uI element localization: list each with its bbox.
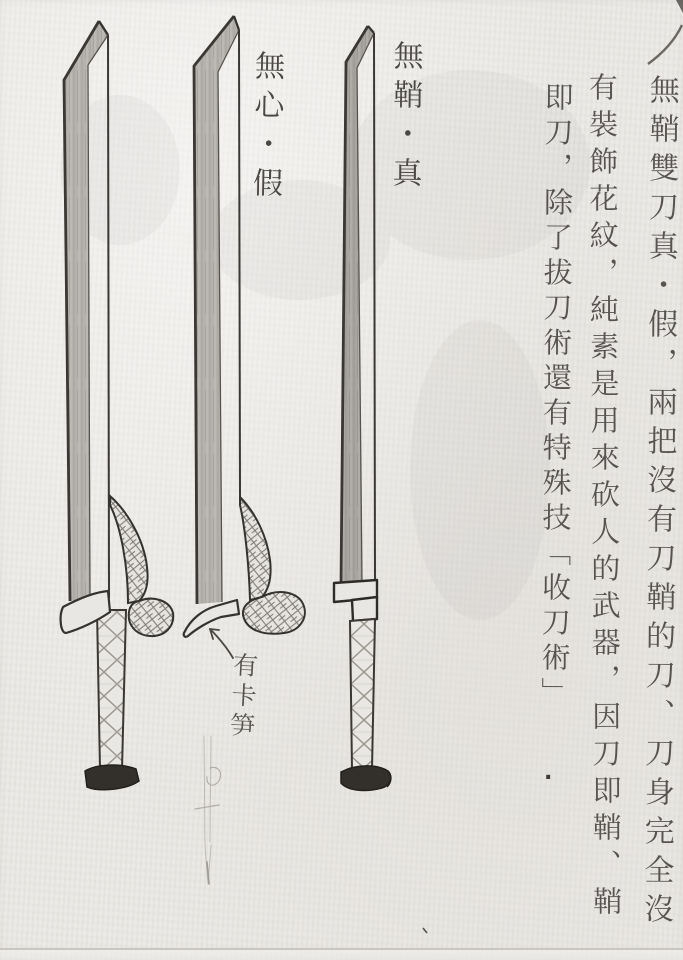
sword-left-guard <box>110 496 148 603</box>
sword-left-pommel <box>85 765 139 790</box>
faint-sketch <box>195 736 221 884</box>
sword-middle-edge-line <box>239 30 240 498</box>
sword-right-grip <box>350 619 375 770</box>
sword-left-guard-knob <box>129 599 174 636</box>
label-middle-sword: 無心・假 <box>246 49 285 207</box>
description-column-left: 即刀，除了拔刀術還有特殊技「收刀術」 <box>537 81 575 713</box>
label-right-sword: 無鞘・真 <box>386 39 423 197</box>
sword-right-pommel <box>341 766 391 791</box>
description-column-right: 無鞘雙刀真・假，兩把沒有刀鞘的刀、刀身完全沒 <box>638 73 679 933</box>
description-column-middle: 有裝飾花紋，純素是用來砍人的武器，因刀即鞘、鞘 <box>584 71 624 924</box>
sword-middle-blade-shading <box>194 16 239 604</box>
sword-right-collar-lower <box>352 597 377 621</box>
sword-middle-guard <box>240 497 271 600</box>
sword-right-edge-line <box>374 33 375 582</box>
sword-left-edge-line <box>108 35 109 598</box>
latch-callout-text: 有卡笋 <box>225 651 260 743</box>
description-end-mark: . <box>544 760 553 785</box>
sword-left-grip <box>97 610 126 770</box>
